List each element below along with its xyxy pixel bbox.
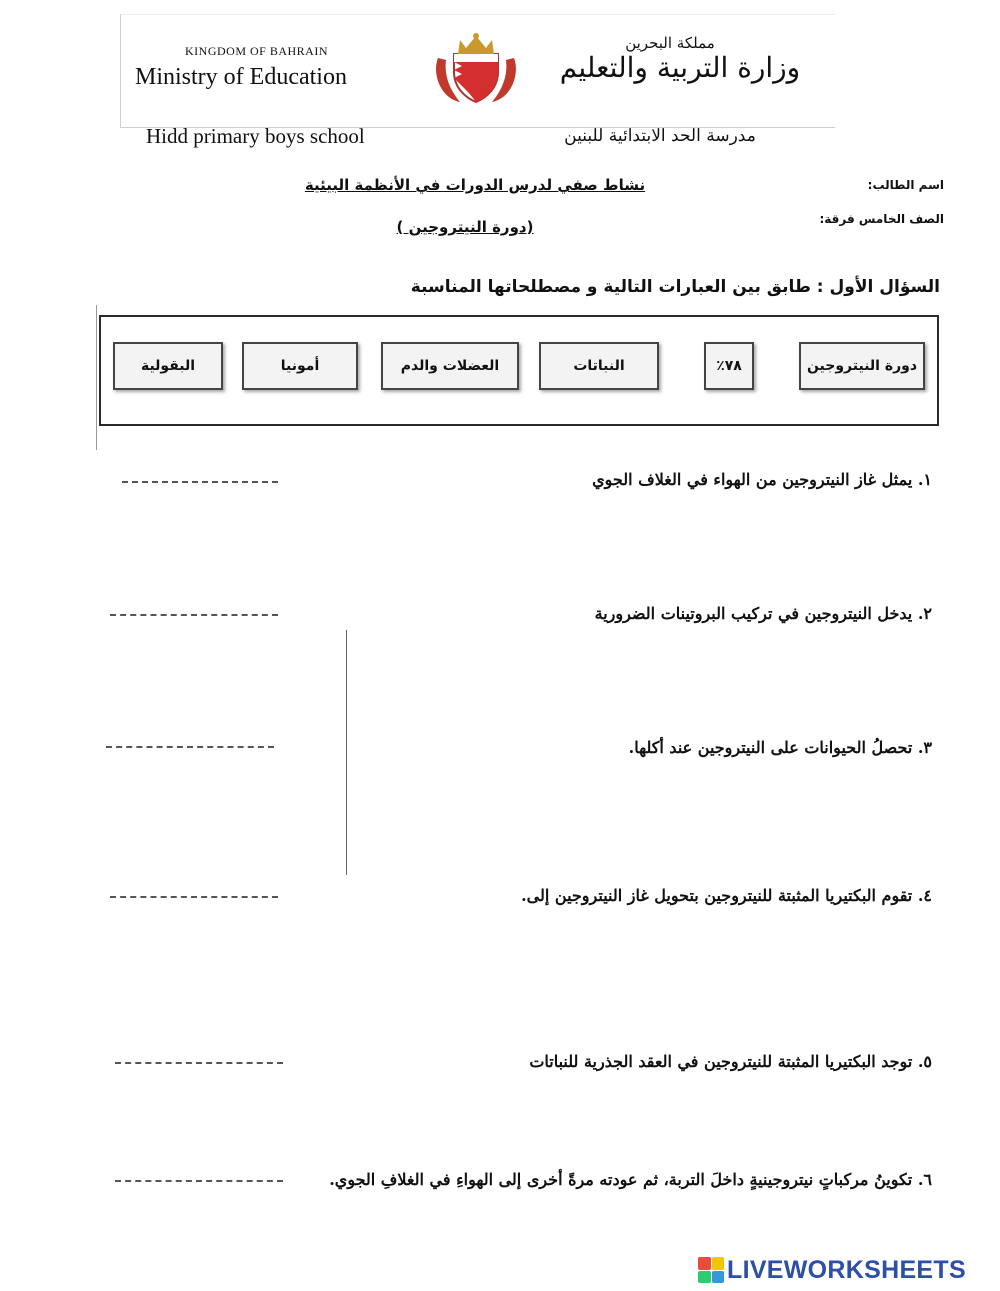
term-muscles-blood[interactable]: العضلات والدم xyxy=(381,342,519,390)
margin-line xyxy=(96,305,97,450)
ministry-title-ar: وزارة التربية والتعليم xyxy=(559,51,801,84)
kingdom-label: KINGDOM OF BAHRAIN xyxy=(185,44,329,58)
answer-blank-1[interactable] xyxy=(122,481,278,483)
answer-blank-3[interactable] xyxy=(106,746,274,748)
divider-line xyxy=(346,630,347,875)
answer-blank-5[interactable] xyxy=(115,1062,283,1064)
statement-2: ٢. يدخل النيتروجين في تركيب البروتينات الضرورية xyxy=(594,604,932,623)
question-heading: السؤال الأول : طابق بين العبارات التالية و مصطلحاتها المناسبة xyxy=(410,277,940,297)
bahrain-emblem-icon xyxy=(430,28,522,106)
term-plants[interactable]: النباتات xyxy=(539,342,659,390)
answer-blank-6[interactable] xyxy=(115,1180,283,1182)
statement-3: ٣. تحصلُ الحيوانات على النيتروجين عند أكلها. xyxy=(628,738,932,757)
student-name-label: اسم الطالب: xyxy=(867,178,944,192)
brand-text: LIVEWORKSHEETS xyxy=(727,1255,966,1284)
liveworksheets-logo-icon xyxy=(698,1257,724,1283)
school-name-en: Hidd primary boys school xyxy=(146,124,365,148)
ministry-title-en: Ministry of Education xyxy=(135,64,347,90)
statement-6: ٦. تكوينُ مركباتٍ نيتروجينيةٍ داخلَ التربة، ثم عودته مرةً أخرى إلى الهواءِ في الغلافِ الجوي. xyxy=(329,1170,932,1189)
term-nitrogen-cycle[interactable]: دورة النيتروجين xyxy=(799,342,925,390)
answer-blank-4[interactable] xyxy=(110,896,278,898)
statement-5: ٥. توجد البكتيريا المثبتة للنيتروجين في العقد الجذرية للنباتات xyxy=(529,1052,932,1071)
kingdom-label-ar: مملكة البحرين xyxy=(625,34,715,52)
term-ammonia[interactable]: أمونيا xyxy=(242,342,358,390)
activity-title: نشاط صفي لدرس الدورات في الأنظمة البيئية xyxy=(304,176,646,194)
term-legumes[interactable]: البقولية xyxy=(113,342,223,390)
activity-subtitle: (دورة النيتروجين ) xyxy=(396,218,534,236)
liveworksheets-brand xyxy=(698,1254,966,1286)
statement-4: ٤. تقوم البكتيريا المثبتة للنيتروجين بتحويل غاز النيتروجين إلى. xyxy=(521,886,932,905)
word-bank xyxy=(99,315,939,426)
statement-1: ١. يمثل غاز النيتروجين من الهواء في الغلاف الجوي xyxy=(592,470,932,489)
school-name-ar: مدرسة الحد الابتدائية للبنين xyxy=(564,126,756,146)
class-label: الصف الخامس فرقة: xyxy=(819,212,944,226)
answer-blank-2[interactable] xyxy=(110,614,278,616)
term-78-percent[interactable]: ٧٨٪ xyxy=(704,342,754,390)
